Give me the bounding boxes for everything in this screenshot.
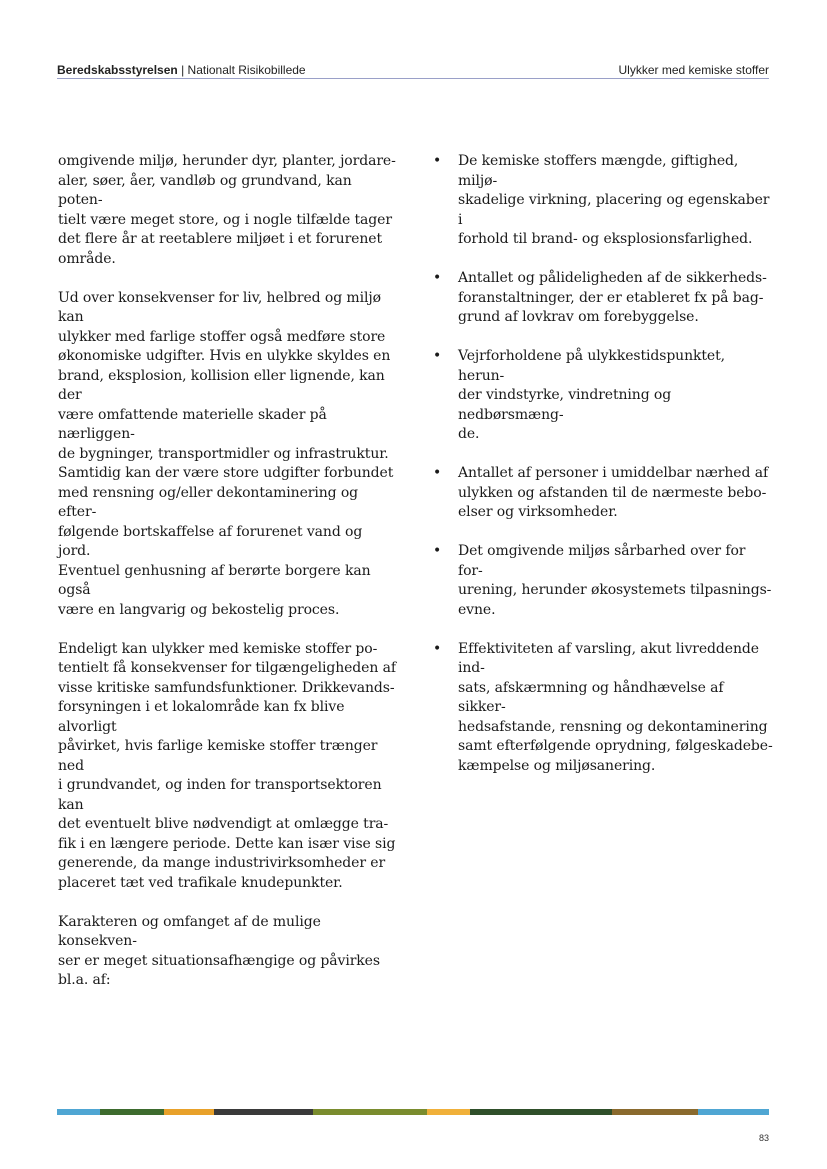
list-item-text: Antallet og pålideligheden af de sikkerheds- foranstaltninger, der er etableret fx på bag- grund af lovkrav om forebyggelse. — [458, 270, 767, 325]
bullet-icon: • — [433, 465, 442, 481]
list-item — [433, 640, 773, 777]
paragraph: Karakteren og omfanget af de mulige konsekven- ser er meget situationsafhængige og påvirkes bl.a. af: — [58, 913, 380, 988]
footer-bar-segment — [214, 1109, 314, 1115]
footer-bar-segment — [100, 1109, 164, 1115]
bullet-icon: • — [433, 153, 442, 169]
header-org: Beredskabsstyrelsen — [57, 63, 178, 77]
paragraph: Endeligt kan ulykker med kemiske stoffer po- tentielt få konsekvenser for tilgængeligheden af visse kritiske samfundsfunktioner. Drikkevands- forsyningen i et lokalområde kan fx blive alvorligt påvirket, hvis farlige kemiske stoffer trænger ned i grundvandet, og inden for transportsektoren kan det eventuelt blive nødvendigt at omlægge tra- fik i en længere periode. Dette kan især vise sig generende, da mange industrivirksomheder er placeret tæt ved trafikale knudepunkter. — [58, 640, 396, 891]
paragraph: omgivende miljø, herunder dyr, planter, jordare- aler, søer, åer, vandløb og grundvand, kan poten- tielt være meget store, og i nogle tilfælde tager det flere år at reetablere miljøet i et forurenet område. — [58, 153, 396, 267]
bullet-icon: • — [433, 270, 442, 286]
running-header — [57, 60, 769, 78]
list-item-text: Antallet af personer i umiddelbar nærhed af ulykken og afstanden til de nærmeste bebo- elser og virksomheder. — [458, 465, 769, 520]
list-item-text: De kemiske stoffers mængde, giftighed, miljø- skadelige virkning, placering og egenskaber i forhold til brand- og eksplosionsfarlighed. — [458, 153, 770, 247]
list-item-text: Effektiviteten af varsling, akut livreddende ind- sats, afskærmning og håndhævelse af sikker- hedsafstande, rensning og dekontaminering samt efterfølgende oprydning, følgeskadebe- kæmpelse og miljøsanering. — [458, 640, 773, 774]
list-item-text: Vejrforholdene på ulykkestidspunktet, herun- der vindstyrke, vindretning og nedbørsmæng- de. — [458, 348, 725, 442]
bullet-icon: • — [433, 348, 442, 364]
bullet-list — [433, 152, 773, 776]
footer-bar-segment — [427, 1109, 470, 1115]
footer-bar-segment — [612, 1109, 697, 1115]
footer-bar-segment — [164, 1109, 214, 1115]
header-separator: | — [177, 63, 188, 77]
paragraph: Ud over konsekvenser for liv, helbred og miljø kan ulykker med farlige stoffer også medføre store økonomiske udgifter. Hvis en ulykke skyldes en brand, eksplosion, kollision eller lignende, kan der være omfattende materielle skader på nærliggen- de bygninger, transportmidler og infrastruktur. Samtidig kan der være store udgifter forbundet med rensning og/eller dekontaminering og efter- følgende bortskaffelse af forurenet vand og jord. Eventuel genhusning af berørte borgere kan også være en langvarig og bekostelig proces. — [58, 289, 394, 618]
list-item — [433, 152, 773, 250]
list-item — [433, 269, 773, 328]
list-item — [433, 464, 773, 523]
footer-bar-segment — [698, 1109, 769, 1115]
header-section-title: Ulykker med kemiske stoffer — [618, 63, 769, 77]
list-item — [433, 347, 773, 445]
bullet-icon: • — [433, 543, 442, 559]
footer-bar-segment — [57, 1109, 100, 1115]
right-column — [433, 152, 773, 796]
footer-bar-segment — [313, 1109, 427, 1115]
bullet-icon: • — [433, 640, 442, 657]
header-rule — [57, 78, 769, 79]
footer-color-bar — [57, 1109, 769, 1115]
list-item-text: Det omgivende miljøs sårbarhed over for for- urening, herunder økosystemets tilpasnings- evne. — [458, 543, 772, 618]
footer-bar-segment — [470, 1109, 612, 1115]
header-left — [57, 63, 306, 77]
list-item — [433, 542, 773, 620]
header-publication: Nationalt Risikobillede — [187, 63, 306, 77]
left-column — [58, 152, 396, 1010]
page-number: 83 — [758, 1133, 769, 1143]
